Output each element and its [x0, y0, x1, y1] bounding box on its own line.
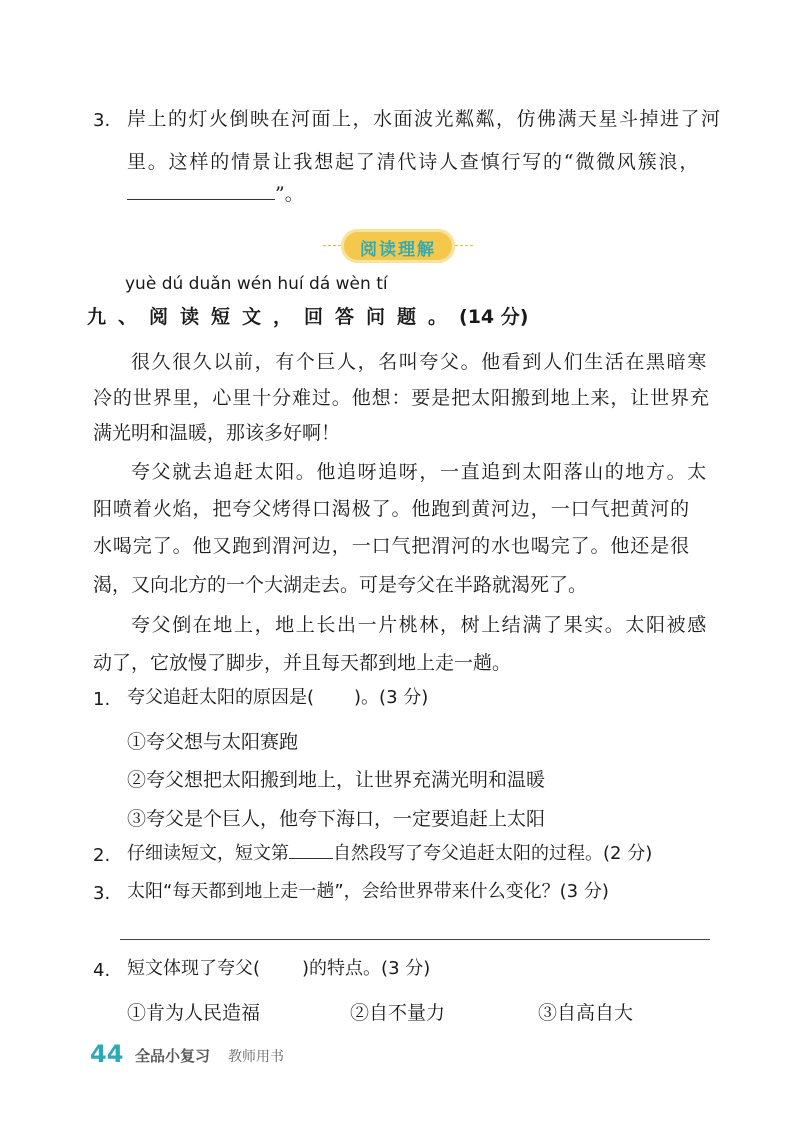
q4-option[interactable]: ③自高自大 [538, 1002, 634, 1024]
q4-option[interactable]: ①肯为人民造福 [127, 1002, 261, 1024]
heading-pinyin: yuè dú duǎn wén huí dá wèn tí [125, 274, 388, 294]
poem-blank[interactable] [127, 199, 275, 200]
q1-option[interactable]: ②夸父想把太阳搬到地上，让世界充满光明和温暖 [127, 769, 546, 791]
passage-line: 阳喷着火焰，把夸父烤得口渴极了。他跑到黄河边，一口气把黄河的 [93, 498, 691, 520]
quote-end: ”。 [275, 183, 304, 205]
book-title: 全品小复习 [135, 1047, 211, 1065]
section-score: (14 分) [459, 306, 529, 328]
question-number: 1. [93, 689, 111, 710]
q3-answer-line[interactable] [120, 939, 710, 940]
passage-line: 冷的世界里，心里十分难过。他想：要是把太阳搬到地上来，让世界充 [93, 387, 710, 409]
passage-line: 夸父就去追赶太阳。他追呀追呀，一直追到太阳落山的地方。太 [131, 461, 708, 483]
question-number: 2. [93, 845, 111, 866]
badge-dash-left [323, 245, 341, 246]
answer-blank-line[interactable] [127, 185, 304, 204]
question-1-text: 夸父追赶太阳的原因是( )。(3 分) [127, 687, 429, 708]
passage-line: 夸父倒在地上，地上长出一片桃林，树上结满了果实。太阳被感 [131, 614, 708, 636]
passage-line: 满光明和温暖，那该多好啊！ [93, 422, 341, 444]
section-heading [87, 302, 528, 329]
question-number: 3. [93, 883, 111, 904]
question-2-text: 仔细读短文，短文第 自然段写了夸父追赶太阳的过程。(2 分) [127, 843, 653, 864]
question-text-line: 里。这样的情景让我想起了清代诗人查慎行写的“微微风簇浪， [127, 151, 701, 173]
q1-option[interactable]: ③夸父是个巨人，他夸下海口，一定要追赶上太阳 [127, 808, 546, 830]
section-badge [341, 229, 455, 263]
passage-line: 渴，又向北方的一个大湖走去。可是夸父在半路就渴死了。 [93, 574, 588, 596]
question-4-text: 短文体现了夸父( )的特点。(3 分) [127, 958, 431, 979]
section-badge-label: 阅读理解 [360, 240, 436, 260]
passage-line: 水喝完了。他又跑到渭河边，一口气把渭河的水也喝完了。他还是很 [93, 535, 691, 557]
question-3-text: 太阳“每天都到地上走一趟”，会给世界带来什么变化？(3 分) [127, 881, 609, 902]
question-number: 4. [93, 960, 111, 981]
q4-option[interactable]: ②自不量力 [350, 1002, 446, 1024]
section-heading-text: 九、阅读短文，回答问题。 [87, 306, 460, 328]
page-number: 44 [90, 1040, 124, 1068]
question-number: 3. [93, 110, 111, 131]
badge-dash-right [455, 245, 473, 246]
q2-paragraph-blank[interactable] [289, 858, 333, 859]
q1-option[interactable]: ①夸父想与太阳赛跑 [127, 731, 299, 753]
book-subtitle: 教师用书 [228, 1049, 284, 1065]
question-text-line: 岸上的灯火倒映在河面上，水面波光粼粼，仿佛满天星斗掉进了河 [127, 108, 722, 130]
passage-line: 很久很久以前，有个巨人，名叫夸父。他看到人们生活在黑暗寒 [131, 351, 708, 373]
passage-line: 动了，它放慢了脚步，并且每天都到地上走一趟。 [93, 652, 512, 674]
